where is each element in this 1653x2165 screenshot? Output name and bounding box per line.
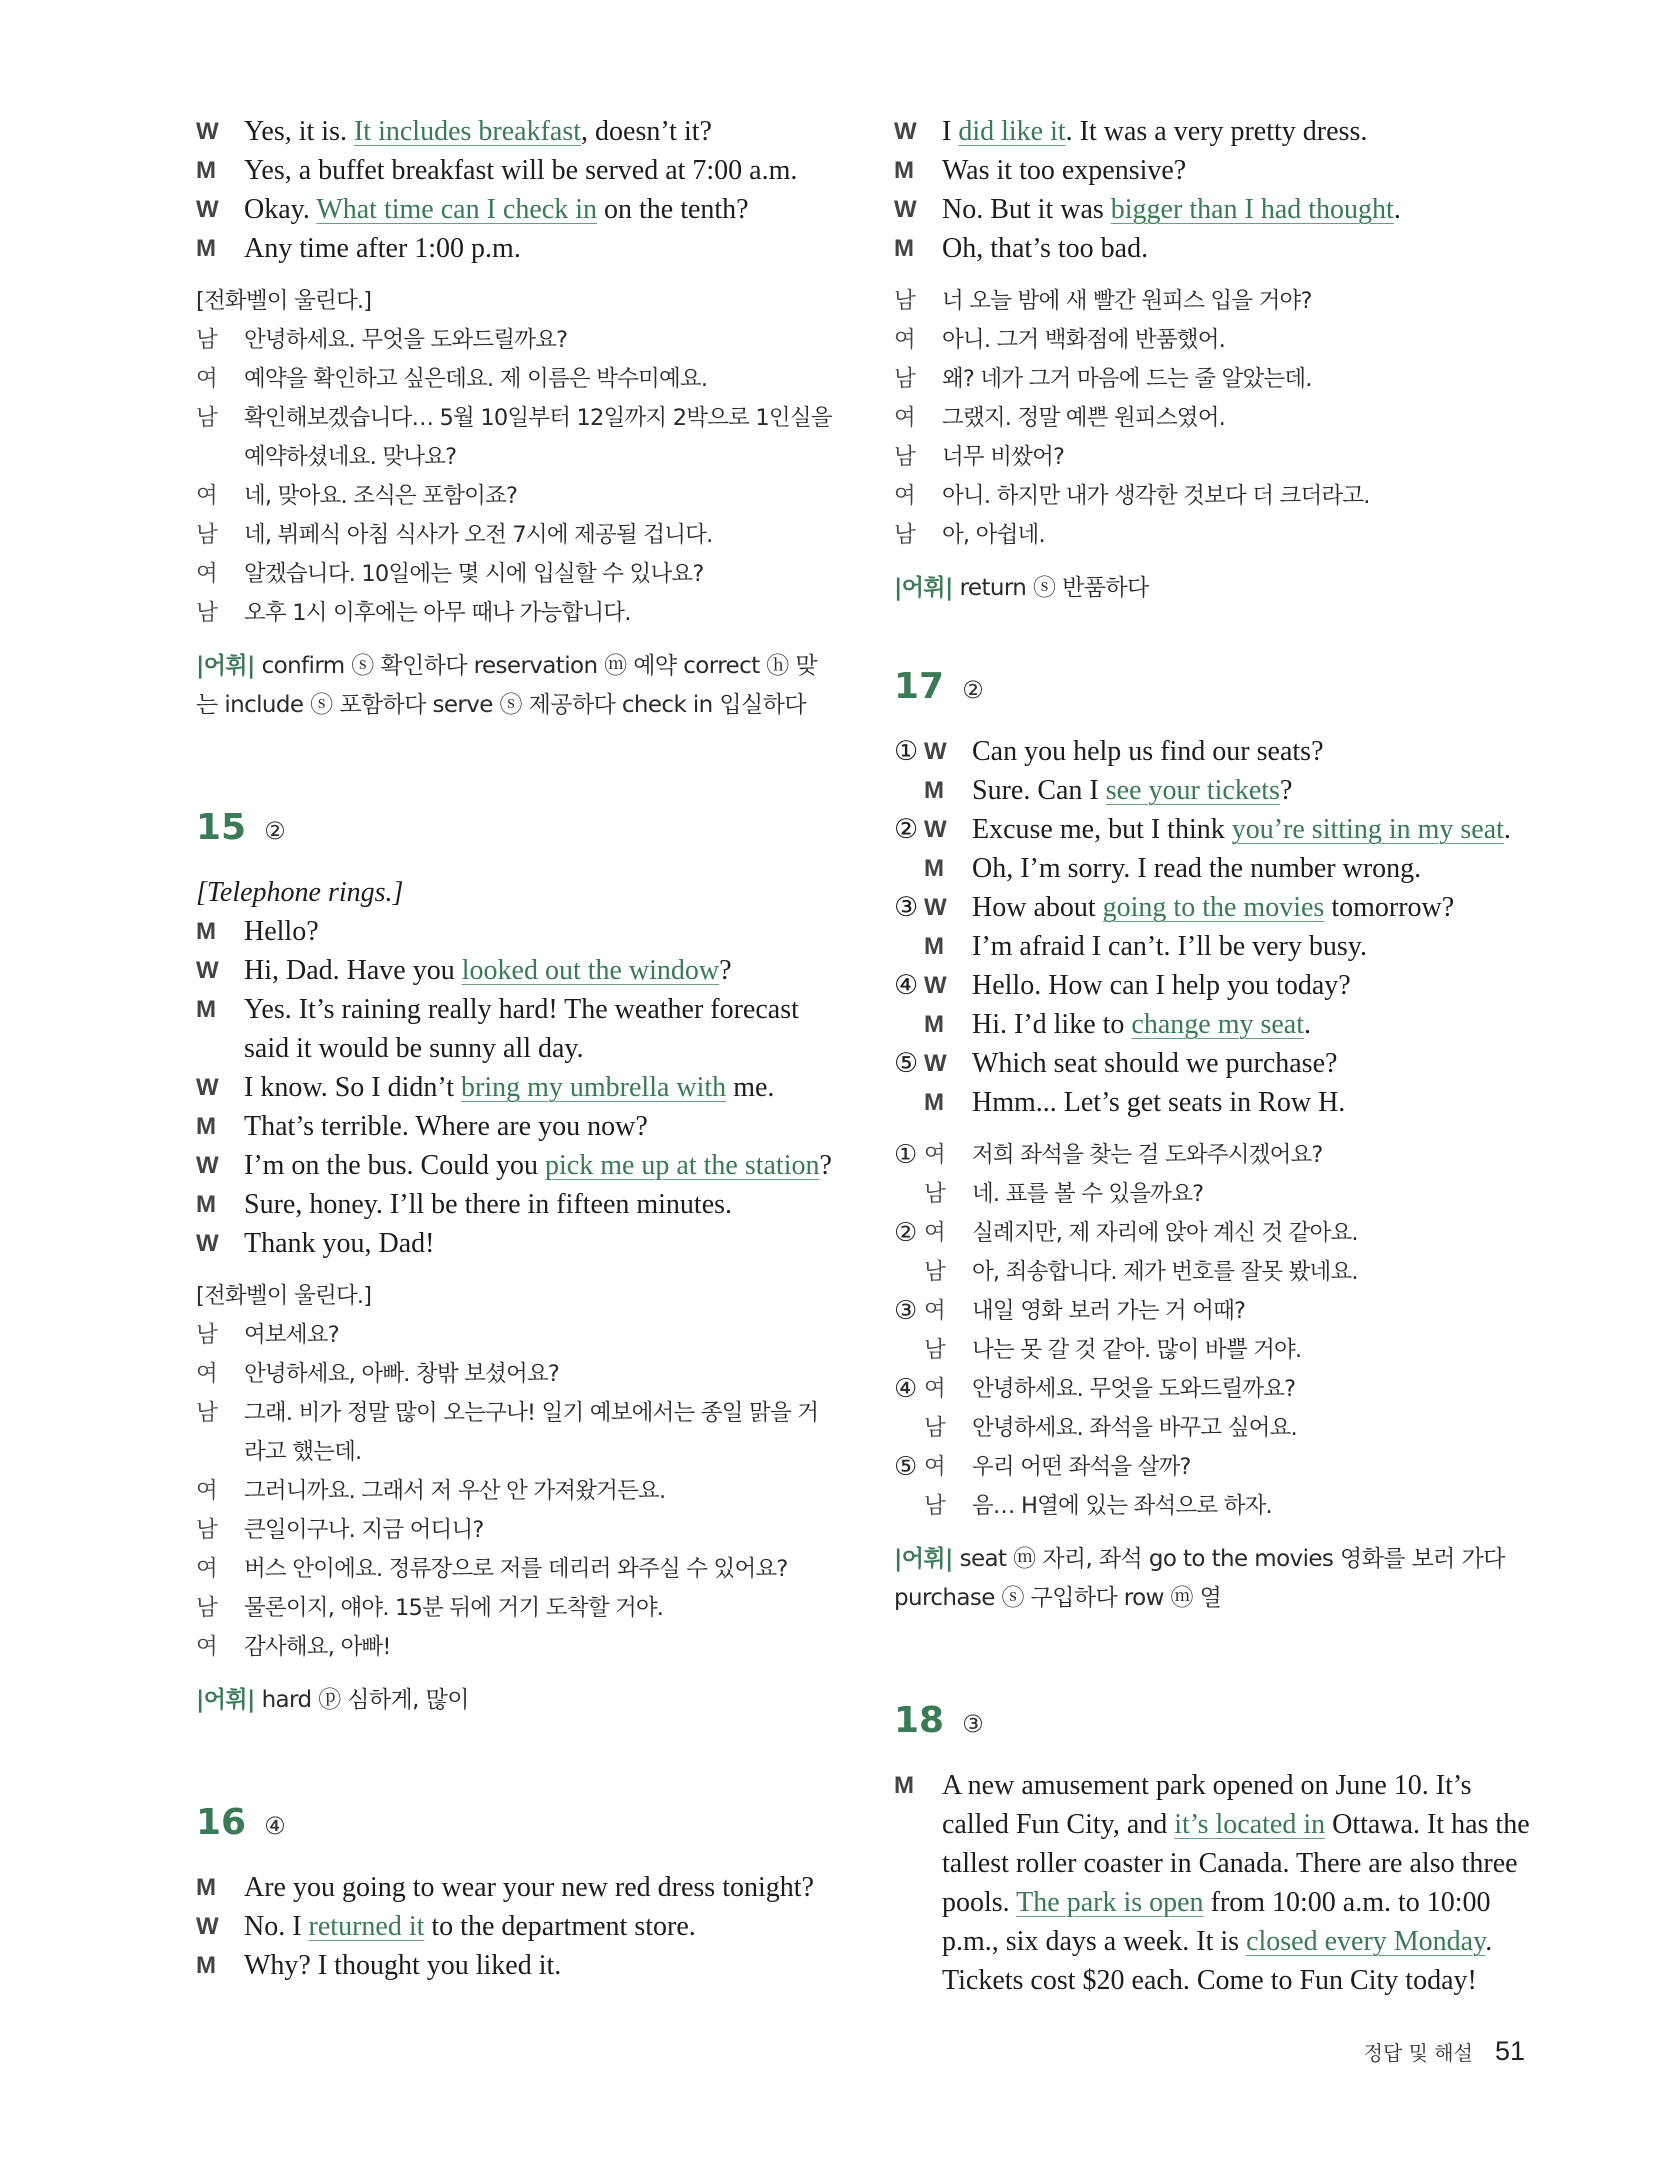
speaker-label: M [924,933,944,960]
key-phrase: The park is open [1016,1887,1204,1918]
question-17-header [894,666,1534,732]
speaker-label: 남 [894,366,915,392]
translation-line [894,1370,1534,1409]
speaker-label: M [924,1011,944,1038]
translation-line [196,555,836,594]
speaker-label: W [924,738,947,765]
question-18-header [894,1700,1534,1766]
dialogue-line [894,927,1534,966]
line-text: 네. 표를 볼 수 있을까요? [972,1181,1204,1207]
line-text: Any time after 1:00 p.m. [244,233,521,264]
line-text: Yes, it is. [244,116,354,147]
line-text: Hello? [244,916,319,947]
speaker-label: M [924,855,944,882]
translation-line [894,282,1534,321]
speaker-label: W [924,1050,947,1077]
dialogue-line [196,190,836,229]
option-marker: ④ [894,970,919,1001]
line-text: 그랬지. 정말 예쁜 원피스였어. [942,405,1225,431]
line-text: 안녕하세요. 무엇을 도와드릴까요? [972,1376,1296,1402]
scene-note-ko: [전화벨이 울린다.] [196,1283,372,1309]
line-text: 오후 1시 이후에는 아무 때나 가능합니다. [244,600,631,626]
line-text: . [1304,1009,1312,1040]
dialogue-line [196,1146,836,1185]
line-text: 안녕하세요. 무엇을 도와드릴까요? [244,327,568,353]
option-marker: ⑤ [894,1048,919,1079]
speaker-label: 남 [894,522,915,548]
vocab-note [894,1540,1534,1618]
dialogue-kor [196,321,836,633]
speaker-label: M [196,235,216,262]
speaker-label: 남 [196,405,217,431]
translation-line [196,1355,836,1394]
translation-line [196,1628,836,1667]
vocab-tag: |어휘| [196,653,255,679]
speaker-label: 남 [196,600,217,626]
dialogue-eng [196,1868,836,1985]
translation-line [894,1448,1534,1487]
speaker-label: 여 [196,1361,217,1387]
line-text: , doesn’t it? [581,116,712,147]
speaker-label: 여 [894,483,915,509]
speaker-label: W [196,957,219,984]
line-text: 아, 죄송합니다. 제가 번호를 잘못 봤네요. [972,1259,1358,1285]
translation-line [894,1136,1534,1175]
dialogue-kor [196,1316,836,1667]
line-text: 감사해요, 아빠! [244,1634,391,1660]
speaker-label: M [196,1874,216,1901]
dialogue-line [196,151,836,190]
line-text: Sure. Can I [972,775,1106,806]
speaker-label: M [196,1952,216,1979]
speaker-label: 남 [196,327,217,353]
speaker-label: 여 [924,1220,945,1246]
translation-line [196,1472,836,1511]
dialogue-kor [894,282,1534,555]
key-phrase: change my seat [1131,1009,1305,1040]
line-text: 안녕하세요, 아빠. 창밖 보셨어요? [244,1361,560,1387]
dialogue-line [196,1868,836,1907]
speaker-label: M [894,1772,914,1799]
key-phrase: bring my umbrella with [461,1072,727,1103]
line-text: 네, 맞아요. 조식은 포함이죠? [244,483,518,509]
page-footer [1364,2036,1525,2067]
translation-line [894,516,1534,555]
line-text: tomorrow? [1324,892,1455,923]
speaker-label: 남 [196,1400,217,1426]
line-text: 음… H열에 있는 좌석으로 하자. [972,1493,1272,1519]
option-marker: ③ [894,1296,917,1326]
vocab-text: confirm ⓢ 확인하다 reservation ⓜ 예약 correct ⓗ 맞는 include ⓢ 포함하다 serve ⓢ 제공하다 check in 입실하다 [196,653,818,718]
line-text: Hmm... Let’s get seats in Row H. [972,1087,1346,1118]
dialogue-line [894,888,1534,927]
dialogue-line [196,1907,836,1946]
line-text: Excuse me, but I think [972,814,1232,845]
footer-label: 정답 및 해설 [1363,2041,1473,2065]
answer-mark: ② [264,817,286,845]
line-text: 큰일이구나. 지금 어디니? [244,1517,484,1543]
speaker-label: 여 [924,1142,945,1168]
translation-line [894,438,1534,477]
dialogue-line [196,1224,836,1263]
dialogue-line [894,732,1534,771]
dialogue-line [894,849,1534,888]
line-text: 왜? 네가 그거 마음에 드는 줄 알았는데. [942,366,1312,392]
line-text: 아니. 하지만 내가 생각한 것보다 더 크더라고. [942,483,1370,509]
translation-line [196,1394,836,1472]
line-text: 네, 뷔페식 아침 식사가 오전 7시에 제공될 겁니다. [244,522,713,548]
line-text: 우리 어떤 좌석을 살까? [972,1454,1191,1480]
line-text: 그래. 비가 정말 많이 오는구나! 일기 예보에서는 종일 맑을 거라고 했는데. [244,1400,819,1465]
dialogue-eng [196,912,836,1263]
line-text: 안녕하세요. 좌석을 바꾸고 싶어요. [972,1415,1297,1441]
line-text: Was it too expensive? [942,155,1187,186]
line-text: Ottawa. It has the tallest roller coaster in Canada. There are also three pools. [942,1809,1530,1918]
option-marker: ③ [894,892,919,923]
speaker-label: W [924,972,947,999]
scene-note: [Telephone rings.] [196,877,404,908]
question-16-header [196,1802,836,1868]
vocab-text: hard ⓟ 심하게, 많이 [261,1687,469,1713]
speaker-label: 여 [196,1478,217,1504]
dialogue-eng [894,112,1534,268]
line-text: ? [819,1150,832,1181]
options-kor [894,1136,1534,1526]
line-text: 너 오늘 밤에 새 빨간 원피스 입을 거야? [942,288,1312,314]
line-text: ? [719,955,732,986]
key-phrase: see your tickets [1105,775,1280,806]
dialogue-line [196,951,836,990]
speaker-label: 여 [196,561,217,587]
dialogue-line [196,912,836,951]
line-text: Hello. How can I help you today? [972,970,1351,1001]
dialogue-line [894,1005,1534,1044]
left-column [196,112,836,1985]
line-text: 그러니까요. 그래서 저 우산 안 가져왔거든요. [244,1478,666,1504]
line-text: Which seat should we purchase? [972,1048,1338,1079]
line-text: No. I [244,1911,309,1942]
translation-line [196,321,836,360]
speaker-label: 여 [924,1298,945,1324]
dialogue-line [894,1766,1534,2000]
dialogue-line [894,1083,1534,1122]
dialogue-line [894,229,1534,268]
line-text: 너무 비쌌어? [942,444,1065,470]
translation-line [894,1409,1534,1448]
option-marker: ② [894,1218,917,1248]
speaker-label: M [894,235,914,262]
line-text: me. [726,1072,775,1103]
speaker-label: 남 [924,1337,945,1363]
translation-line [894,1487,1534,1526]
line-text: from 10:00 a.m. to 10:00 p.m., six days a week. It is [942,1887,1491,1957]
answer-mark: ② [962,676,984,704]
speaker-label: W [196,1152,219,1179]
translation-line [196,1511,836,1550]
key-phrase: What time can I check in [316,194,597,225]
speaker-label: W [196,118,219,145]
speaker-label: W [924,894,947,921]
line-text: Are you going to wear your new red dress tonight? [244,1872,814,1903]
translation-line [894,1214,1534,1253]
line-text: Hi, Dad. Have you [244,955,462,986]
line-text: That’s terrible. Where are you now? [244,1111,648,1142]
question-number: 18 [894,1700,945,1741]
translation-line [196,1550,836,1589]
key-phrase: returned it [308,1911,425,1942]
speaker-label: M [894,157,914,184]
line-text: I [942,116,959,147]
line-text: 저희 좌석을 찾는 걸 도와주시겠어요? [972,1142,1323,1168]
speaker-label: W [196,1230,219,1257]
line-text: 나는 못 갈 것 같아. 많이 바쁠 거야. [972,1337,1302,1363]
question-15-header [196,807,836,873]
line-text: Sure, honey. I’ll be there in fifteen minutes. [244,1189,733,1220]
line-text: Thank you, Dad! [244,1228,435,1259]
key-phrase: it’s located in [1174,1809,1326,1840]
dialogue-line [894,966,1534,1005]
line-text: How about [972,892,1103,923]
speaker-label: 남 [924,1493,945,1519]
line-text: Oh, I’m sorry. I read the number wrong. [972,853,1422,884]
speaker-label: W [196,196,219,223]
key-phrase: It includes breakfast [353,116,582,147]
page-number: 51 [1494,2036,1525,2066]
speaker-label: M [196,1113,216,1140]
line-text: Yes. It’s raining really hard! The weather forecast said it would be sunny all day. [244,994,799,1064]
line-text: Oh, that’s too bad. [942,233,1149,264]
dialogue-line [196,1185,836,1224]
speaker-label: 남 [924,1181,945,1207]
vocab-note [196,647,836,725]
line-text: 내일 영화 보러 가는 거 어때? [972,1298,1246,1324]
option-marker: ④ [894,1374,917,1404]
line-text: . Tickets cost $20 each. Come to Fun City today! [942,1926,1493,1996]
speaker-label: 여 [924,1376,945,1402]
dialogue-line [894,151,1534,190]
speaker-label: 남 [924,1259,945,1285]
speaker-label: W [894,196,917,223]
vocab-tag: |어휘| [196,1687,255,1713]
line-text: I’m afraid I can’t. I’ll be very busy. [972,931,1367,962]
speaker-label: W [196,1913,219,1940]
dialogue-line [196,1068,836,1107]
option-marker: ① [894,736,919,767]
line-text: 여보세요? [244,1322,339,1348]
speaker-label: 여 [894,327,915,353]
speaker-label: 남 [924,1415,945,1441]
translation-line [894,477,1534,516]
translation-line [196,477,836,516]
speaker-label: W [924,816,947,843]
vocab-note [196,1681,836,1720]
translation-line [196,399,836,477]
right-column [894,112,1534,2000]
vocab-tag: |어휘| [894,575,953,601]
line-text: 알겠습니다. 10일에는 몇 시에 입실할 수 있나요? [244,561,704,587]
translation-line [894,1331,1534,1370]
line-text: I’m on the bus. Could you [244,1150,545,1181]
vocab-text: return ⓢ 반품하다 [959,575,1149,601]
line-text: on the tenth? [596,194,749,225]
key-phrase: looked out the window [461,955,720,986]
dialogue-line [196,1946,836,1985]
option-marker: ① [894,1140,917,1170]
speaker-label: 여 [894,405,915,431]
translation-line [894,1292,1534,1331]
translation-line [196,594,836,633]
dialogue-line [894,810,1534,849]
question-number: 15 [196,807,247,848]
line-text: 확인해보겠습니다… 5월 10일부터 12일까지 2박으로 1인실을 예약하셨네요. 맞나요? [244,405,832,470]
speaker-label: 남 [894,288,915,314]
translation-line [196,360,836,399]
dialogue-line [196,990,836,1068]
option-marker: ② [894,814,919,845]
question-number: 17 [894,666,945,707]
question-number: 16 [196,1802,247,1843]
speaker-label: 여 [196,483,217,509]
key-phrase: closed every Monday [1246,1926,1486,1957]
line-text: 아니. 그거 백화점에 반품했어. [942,327,1225,353]
speaker-label: 여 [196,366,217,392]
translation-line [894,360,1534,399]
line-text: to the department store. [424,1911,696,1942]
line-text: 실례지만, 제 자리에 앉아 계신 것 같아요. [972,1220,1358,1246]
translation-line [196,516,836,555]
speaker-label: W [196,1074,219,1101]
vocab-tag: |어휘| [894,1546,953,1572]
speaker-label: 여 [196,1556,217,1582]
dialogue-line [196,112,836,151]
line-text: 예약을 확인하고 싶은데요. 제 이름은 박수미예요. [244,366,708,392]
translation-line [894,399,1534,438]
answer-mark: ④ [264,1812,286,1840]
line-text: 아, 아쉽네. [942,522,1045,548]
dialogue-line [196,1107,836,1146]
line-text: Hi. I’d like to [972,1009,1132,1040]
key-phrase: going to the movies [1102,892,1325,923]
speaker-label: 여 [196,1634,217,1660]
translation-line [894,1253,1534,1292]
key-phrase: you’re sitting in my seat [1231,814,1504,845]
speaker-label: M [196,918,216,945]
speaker-label: 남 [894,444,915,470]
translation-line [894,321,1534,360]
line-text: Yes, a buffet breakfast will be served at 7:00 a.m. [244,155,798,186]
scene-note-ko: [전화벨이 울린다.] [196,288,372,314]
speaker-label: M [196,157,216,184]
dialogue-line [894,771,1534,810]
speaker-label: 남 [196,1517,217,1543]
speaker-label: M [196,996,216,1023]
monologue-eng [894,1766,1534,2000]
translation-line [196,1589,836,1628]
dialogue-line [894,112,1534,151]
dialogue-line [894,1044,1534,1083]
translation-line [894,1175,1534,1214]
line-text: . [1503,814,1511,845]
line-text: A new amusement park opened on June 10. It’s called Fun City, and [942,1770,1472,1840]
line-text: . It was a very pretty dress. [1065,116,1368,147]
vocab-text: seat ⓜ 자리, 좌석 go to the movies 영화를 보러 가다 purchase ⓢ 구입하다 row ⓜ 열 [894,1546,1505,1611]
line-text: 물론이지, 얘야. 15분 뒤에 거기 도착할 거야. [244,1595,664,1621]
dialogue-line [196,229,836,268]
vocab-note [894,569,1534,608]
translation-line [196,1316,836,1355]
speaker-label: 남 [196,1322,217,1348]
key-phrase: pick me up at the station [545,1150,820,1181]
line-text: No. But it was [942,194,1111,225]
key-phrase: bigger than I had thought [1110,194,1394,225]
line-text: Why? I thought you liked it. [244,1950,562,1981]
speaker-label: M [924,777,944,804]
line-text: Okay. [244,194,317,225]
key-phrase: did like it [958,116,1066,147]
line-text: ? [1279,775,1293,806]
speaker-label: W [894,118,917,145]
line-text: I know. So I didn’t [244,1072,461,1103]
line-text: . [1393,194,1401,225]
speaker-label: 여 [924,1454,945,1480]
line-text: Can you help us find our seats? [972,736,1324,767]
answer-mark: ③ [962,1710,984,1738]
option-marker: ⑤ [894,1452,917,1482]
speaker-label: 남 [196,1595,217,1621]
dialogue-eng [196,112,836,268]
options-eng [894,732,1534,1122]
speaker-label: M [924,1089,944,1116]
line-text: 버스 안이에요. 정류장으로 저를 데리러 와주실 수 있어요? [244,1556,788,1582]
speaker-label: M [196,1191,216,1218]
dialogue-line [894,190,1534,229]
speaker-label: 남 [196,522,217,548]
